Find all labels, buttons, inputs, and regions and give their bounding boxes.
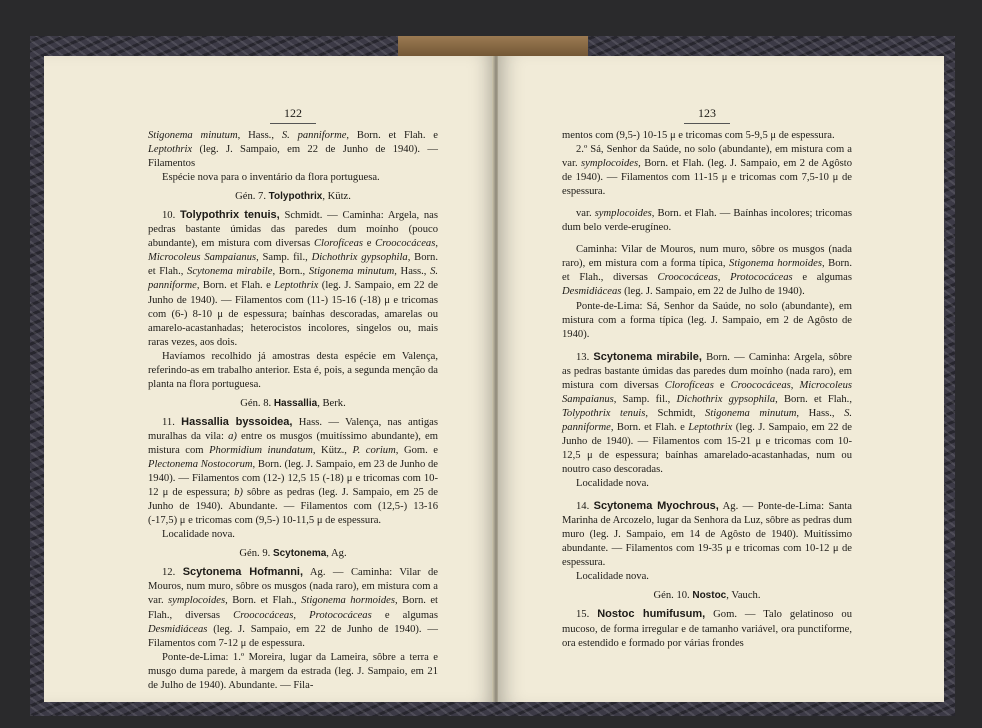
paragraph: Ponte-de-Lima: Sá, Senhor da Saúde, no solo (abundante), em mistura com a forma típica (leg. J. Sampaio, em 2 de Agôsto de 1940). [562, 300, 852, 340]
paragraph: var. symplocoides, Born. et Flah. — Baínhas incolores; tricomas dum belo verde-erugíneo. [562, 208, 852, 234]
page-text [148, 129, 438, 693]
paragraph-gap [562, 342, 852, 350]
genus-heading: Gén. 10. Nostoc, Vauch. [653, 590, 761, 602]
right-page [498, 56, 944, 702]
book-spine [398, 36, 588, 58]
paragraph: 12. Scytonema Hofmanni, Ag. — Caminha: Vilar de Mouros, num muro, sôbre os musgos (nada raro), em mistura com a var. symplocoides, Born. et Flah., Stigonema hormoides, Born. et Flah., diversas Croococáceas, Protococáceas e algumas Desmidiáceas (leg. J. Sampaio, em 22 de Junho de 1940). — Filamentos com 7-12 μ de espessura. [148, 566, 439, 649]
paragraph: Havíamos recolhido já amostras desta espécie em Valença, referindo-as em trabalho anterior. Esta é, pois, a segunda menção da planta na flora portuguesa. [148, 350, 438, 390]
paragraph: mentos com (9,5-) 10-15 μ e tricomas com 5-9,5 μ de espessura. [562, 130, 835, 141]
paragraph: 10. Tolypothrix tenuis, Schmidt. — Caminha: Argela, nas pedras bastante úmidas das paredes dum moínho (pouco abundante), em mistura com diversas Clorofíceas e Croococáceas, Microcoleus Sampaianus, Samp. fil., Dichothrix gypsophila, Born. et Flah., Scytonema mirabile, Born., Stigonema minutum, Hass., S. panniforme, Born. et Flah. e Leptothrix (leg. J. Sampaio, em 22 de Junho de 1940). — Filamentos com (11-) 15-16 (-18) μ e tricomas com (6-) 8-10 μ de espessura; baínhas descoradas, amarelas ou amarelo-acastanhadas; heterocistos incolores, singelos ou, mais raras vezes, aos dois. [148, 209, 439, 348]
paragraph: 14. Scytonema Myochrous, Ag. — Ponte-de-Lima: Santa Marinha de Arcozelo, lugar da Senhora da Luz, sôbre as pedras dum muro (leg. J. Sampaio, em 14 de Agôsto de 1940). Muitíssimo abundante. — Filamentos com 19-35 μ e tricomas com 10-12 μ de espessura. [562, 500, 852, 569]
paragraph: Stigonema minutum, Hass., S. panniforme, Born. et Flah. e Leptothrix (leg. J. Sampaio, em 22 de Junho de 1940). — Filamentos [148, 130, 438, 170]
genus-heading: Gén. 8. Hassallia, Berk. [240, 397, 346, 409]
paragraph-gap [562, 199, 852, 207]
paragraph: 13. Scytonema mirabile, Born. — Caminha: Argela, sôbre as pedras bastante úmidas das paredes dum moínho (nada raro), em mistura com diversas Clorofíceas e Croococáceas, Microcoleus Sampaianus, Samp. fil., Dichothrix gypsophila, Born. et Flah., Tolypothrix tenuis, Schmidt, Stigonema minutum, Hass., S. panniforme, Born. et Flah. e Leptothrix (leg. J. Sampaio, em 22 de Junho de 1940). — Filamentos com 15-21 μ e tricomas com 10-12,5 μ de espessura; baínhas amarelado-acastanhadas, num ou noutro caso descoradas. [562, 350, 853, 476]
page-number: 123 [698, 106, 716, 120]
paragraph-gap [562, 235, 852, 243]
left-page [44, 56, 496, 702]
genus-heading: Gén. 7. Tolypothrix, Kütz. [235, 191, 351, 203]
paragraph: Localidade nova. [576, 478, 649, 490]
header-rule [684, 123, 730, 124]
paragraph: 2.º Sá, Senhor da Saúde, no solo (abundante), em mistura com a var. symplocoides, Born. et Flah. (leg. J. Sampaio, em 2 de Agôsto de 1940). — Filamentos com 11-15 μ e tricomas com 7,5-10 μ de espessura. [562, 144, 852, 198]
paragraph: Localidade nova. [576, 571, 649, 583]
paragraph: Caminha: Vilar de Mouros, num muro, sôbre os musgos (nada raro), em mistura com a forma típica, Stigonema hormoides, Born. et Flah., diversas Croococáceas, Protococáceas e algumas Desmidiáceas (leg. J. Sampaio, em 22 de Julho de 1940). [562, 244, 853, 298]
page-text [562, 129, 852, 651]
header-rule [270, 123, 316, 124]
paragraph: Ponte-de-Lima: 1.º Moreira, lugar da Lameira, sôbre a terra e musgo duma parede, à margem da estrada (leg. J. Sampaio, em 21 de Julho de 1940). Abundante. — Fila- [148, 651, 438, 691]
genus-heading: Gén. 9. Scytonema, Ag. [239, 548, 347, 560]
paragraph: Espécie nova para o inventário da flora portuguesa. [162, 172, 380, 184]
paragraph: 15. Nostoc humifusum, Gom. — Talo gelatinoso ou mucoso, de forma irregular e de tamanho variável, ora punctiforme, ora estendido e formado por várias frondes [562, 608, 853, 649]
paragraph: Localidade nova. [162, 529, 235, 541]
page-number: 122 [284, 106, 302, 120]
paragraph-gap [562, 491, 852, 499]
paragraph: 11. Hassallia byssoidea, Hass. — Valença, nas antigas muralhas da vila: a) entre os musgos (muitíssimo abundante), em mistura com Phormidium inundatum, Kütz., P. corium, Gom. e Plectonema Nostocorum, Born. (leg. J. Sampaio, em 23 de Junho de 1940). — Filamentos com (12-) 12,5 15 (-18) μ e tricomas com 10-12 μ de espessura; b) sôbre as pedras (leg. J. Sampaio, em 25 de Junho de 1940). Abundante. — Filamentos com (12,5-) 13-16 (-17,5) μ e tricomas com (9,5-) 10-11,5 μ de espessura. [148, 415, 439, 527]
